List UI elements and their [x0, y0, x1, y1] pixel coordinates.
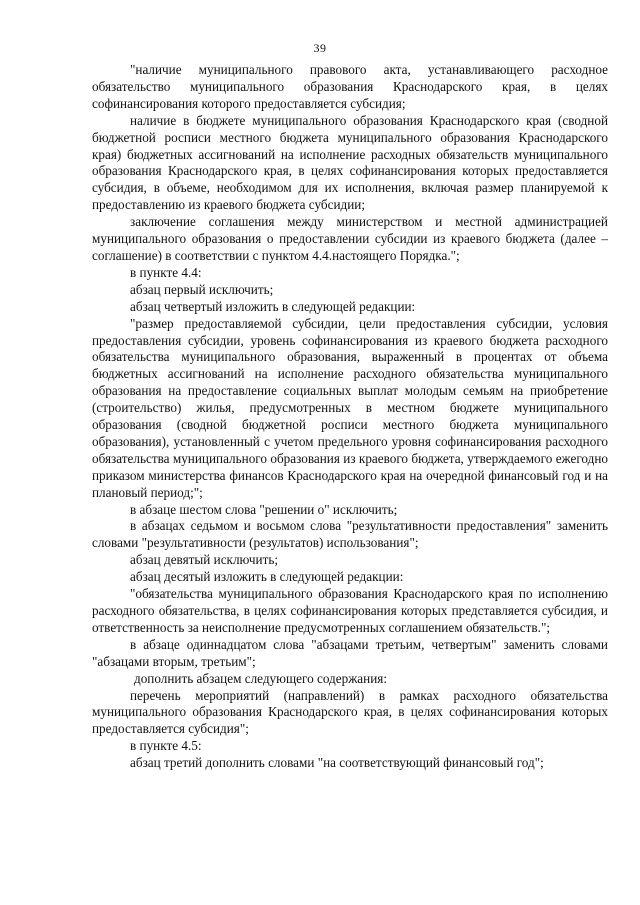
paragraph: в абзацах седьмом и восьмом слова "результативности предоставления" заменить словами "результативности (результатов) использования";: [92, 518, 608, 551]
paragraph: дополнить абзацем следующего содержания:: [134, 670, 388, 686]
paragraph: абзац десятый изложить в следующей редакции:: [130, 569, 404, 585]
paragraph: абзац третий дополнить словами "на соответствующий финансовый год";: [130, 755, 544, 771]
page-number: 39: [313, 41, 327, 55]
paragraph: абзац четвертый изложить в следующей редакции:: [130, 298, 416, 314]
paragraph: в пункте 4.4:: [130, 264, 202, 280]
paragraph: "наличие муниципального правового акта, устанавливающего расходное обязательство муниципального образования Краснодарского края, в целях софинансирования которого предоставляется субсидия;: [92, 62, 608, 111]
paragraph: абзац девятый исключить;: [130, 552, 279, 568]
paragraph: наличие в бюджете муниципального образования Краснодарского края (сводной бюджетной росписи местного бюджета муниципального образования Краснодарского края) бюджетных ассигнований на исполнение расходных обязательств муниципального образования Краснодарского края, в целях софинансирования которых предоставляется субсидия, в объеме, необходимом для их исполнения, включая размер планируемой к предоставлению из краевого бюджета субсидии;: [92, 112, 608, 213]
paragraph: в абзаце одиннадцатом слова "абзацами третьим, четвертым" заменить словами "абзацами вторым, третьим";: [92, 636, 608, 669]
paragraph: в абзаце шестом слова "решении о" исключить;: [130, 501, 398, 517]
paragraph: перечень мероприятий (направлений) в рамках расходного обязательства муниципального образования Краснодарского края, в целях софинансирования которых предоставляется субсидия";: [92, 687, 608, 737]
paragraph: "размер предоставляемой субсидии, цели предоставления субсидии, условия предоставления субсидии, уровень софинансирования из краевого бюджета расходного обязательства муниципального образования, выраженный в процентах от объема бюджетных ассигнований на исполнение расходного обязательства муниципального образования на предоставление социальных выплат молодым семьям на приобретение (строительство) жилья, предусмотренных в местном бюджете муниципального образования (сводной бюджетной росписи местного бюджета муниципального образования), установленный с учетом предельного уровня софинансирования расходного обязательства муниципального образования из краевого бюджета, утверждаемого ежегодно приказом министерства финансов Краснодарского края на очередной финансовый год и на плановый период;";: [92, 315, 608, 500]
paragraph: "обязательства муниципального образования Краснодарского края по исполнению расходного обязательства, в целях софинансирования которых представляется субсидия, и ответственность за неисполнение предусмотренных соглашением обязательств.";: [92, 586, 608, 635]
paragraph: абзац первый исключить;: [130, 281, 274, 297]
paragraph: заключение соглашения между министерством и местной администрацией муниципального образования о предоставлении субсидии из краевого бюджета (далее – соглашение) в соответствии с пунктом 4.4.настоящего Порядка.";: [92, 214, 608, 263]
document-body: [92, 62, 608, 772]
paragraph: в пункте 4.5:: [130, 738, 202, 754]
